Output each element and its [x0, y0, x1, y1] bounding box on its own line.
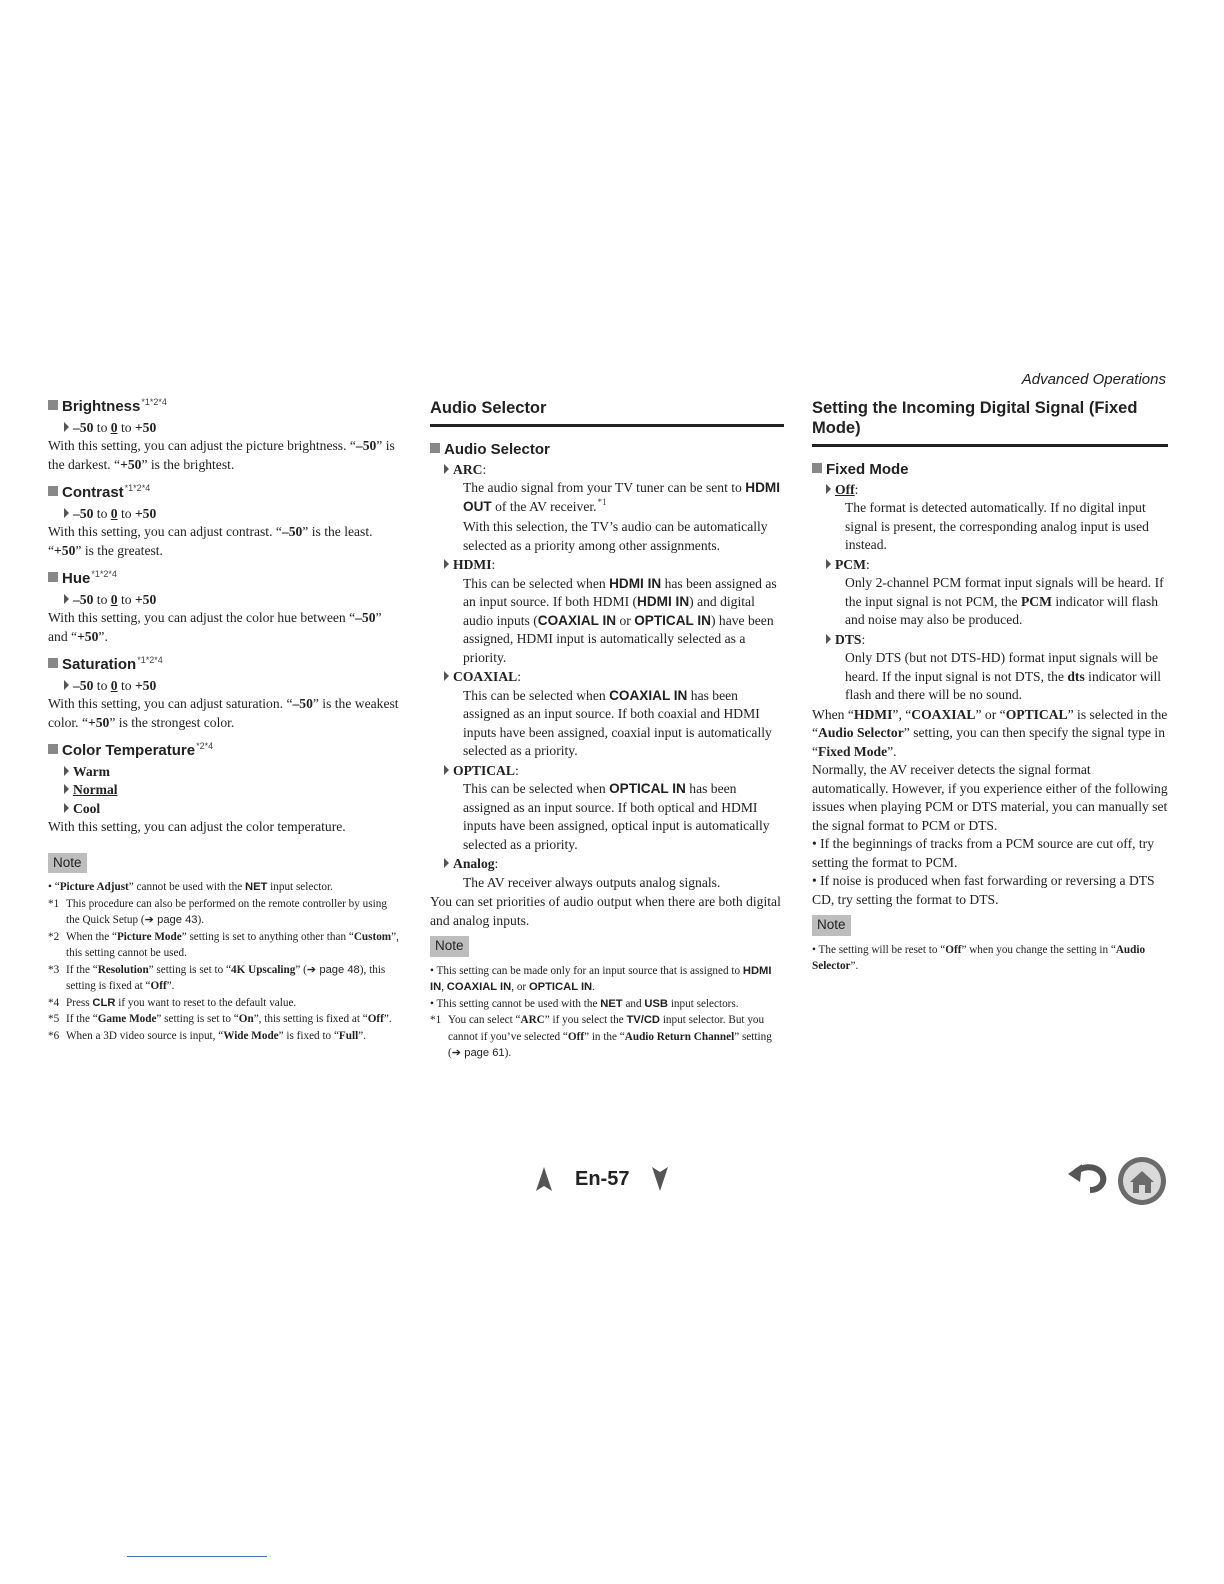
note-badge: Note — [430, 936, 469, 957]
footnote-item: *2 When the “Picture Mode” setting is set to anything other than “Custom”, this setting cannot be used. — [48, 930, 399, 959]
triangle-bullet-icon — [444, 765, 449, 775]
heading-contrast: Contrast *1*2*4 — [48, 484, 400, 504]
column-picture-adjust — [48, 398, 400, 1044]
next-page-icon[interactable] — [651, 1166, 669, 1192]
square-bullet-icon — [48, 486, 58, 496]
normally-text: Normally, the AV receiver detects the signal format automatically. However, if you experience either of the following issues when playing PCM or DTS material, you can manually set the signal format to PCM or DTS. — [812, 762, 1168, 833]
square-bullet-icon — [48, 658, 58, 668]
range-contrast: –50 to 0 to +50 — [64, 505, 400, 524]
bottom-divider — [127, 1556, 267, 1557]
subheading-fixed-mode: Fixed Mode — [812, 461, 1168, 480]
page-link[interactable]: ➔ page 48 — [306, 963, 360, 976]
square-bullet-icon — [812, 463, 822, 473]
desc-dts: Only DTS (but not DTS-HD) format input signals will be heard. If the input signal is not DTS, the dts indicator will flash and there will be no sound. — [845, 650, 1162, 702]
footnote-item: *1 You can select “ARC” if you select the TV/CD input selector. But you cannot if you’ve selected “Off” in the “Audio Return Channel” setting (➔ page 61). — [430, 1014, 772, 1059]
option-normal: Normal — [64, 781, 400, 800]
option-hdmi: HDMI: — [444, 556, 784, 575]
footnote-item: *6 When a 3D video source is input, “Wide Mode” is fixed to “Full”. — [48, 1029, 366, 1042]
page-link[interactable]: ➔ page 43 — [144, 914, 198, 926]
page-number: En-57 — [575, 1167, 630, 1190]
note-item: • This setting cannot be used with the NET and USB input selectors. — [430, 997, 739, 1010]
heading-saturation: Saturation *1*2*4 — [48, 656, 400, 676]
desc-color-temperature: With this setting, you can adjust the color temperature. — [48, 819, 346, 834]
note-badge: Note — [812, 915, 851, 936]
option-warm: Warm — [64, 763, 400, 782]
triangle-bullet-icon — [64, 680, 69, 690]
triangle-bullet-icon — [64, 422, 69, 432]
triangle-bullet-icon — [826, 559, 831, 569]
heading-color-temperature: Color Temperature *2*4 — [48, 742, 400, 762]
desc-contrast: With this setting, you can adjust contrast. “–50” is the least. “+50” is the greatest. — [48, 524, 373, 558]
footnote-item: *3 If the “Resolution” setting is set to “4K Upscaling” (➔ page 48), this setting is fixed at “Off”. — [48, 963, 386, 992]
footnote-item: *4 Press CLR if you want to reset to the default value. — [48, 996, 297, 1009]
range-hue: –50 to 0 to +50 — [64, 591, 400, 610]
range-saturation: –50 to 0 to +50 — [64, 677, 400, 696]
desc-brightness: With this setting, you can adjust the picture brightness. “–50” is the darkest. “+50” is the brightest. — [48, 438, 395, 472]
notes-list — [812, 942, 1168, 975]
home-icon[interactable] — [1116, 1155, 1168, 1207]
desc-pcm: Only 2-channel PCM format input signals will be heard. If the input signal is not PCM, the PCM indicator will flash and noise may also be produced. — [845, 575, 1164, 627]
option-dts: DTS: — [826, 631, 1168, 650]
option-cool: Cool — [64, 800, 400, 819]
desc-off: The format is detected automatically. If no digital input signal is present, the corresponding analog input is used instead. — [845, 500, 1149, 552]
triangle-bullet-icon — [64, 594, 69, 604]
prev-page-icon[interactable] — [535, 1166, 553, 1192]
option-analog: Analog: — [444, 855, 784, 874]
note-badge: Note — [48, 853, 87, 874]
section-title-fixed-mode: Setting the Incoming Digital Signal (Fixed Mode) — [812, 398, 1168, 447]
note-item: • This setting can be made only for an input source that is assigned to HDMI IN, COAXIAL IN, or OPTICAL IN. — [430, 964, 772, 993]
desc-analog: The AV receiver always outputs analog signals. — [463, 874, 721, 890]
priority-text: You can set priorities of audio output when there are both digital and analog inputs. — [430, 894, 781, 928]
triangle-bullet-icon — [444, 559, 449, 569]
when-text: When “HDMI”, “COAXIAL” or “OPTICAL” is selected in the “Audio Selector” setting, you can then specify the signal type in “Fixed Mode”. — [812, 706, 1168, 759]
desc-hue: With this setting, you can adjust the color hue between “–50” and “+50”. — [48, 610, 382, 644]
desc-saturation: With this setting, you can adjust saturation. “–50” is the weakest color. “+50” is the strongest color. — [48, 696, 399, 730]
triangle-bullet-icon — [444, 858, 449, 868]
bullet-item: • If the beginnings of tracks from a PCM source are cut off, try setting the format to PCM. — [812, 836, 1154, 870]
page-navigation — [535, 1166, 669, 1192]
notes-list — [48, 879, 400, 1044]
square-bullet-icon — [48, 744, 58, 754]
triangle-bullet-icon — [64, 784, 69, 794]
square-bullet-icon — [430, 443, 440, 453]
option-coaxial: COAXIAL: — [444, 668, 784, 687]
triangle-bullet-icon — [64, 766, 69, 776]
option-pcm: PCM: — [826, 556, 1168, 575]
section-label: Advanced Operations — [1021, 371, 1166, 388]
notes-list — [430, 963, 784, 1062]
option-optical: OPTICAL: — [444, 762, 784, 781]
back-icon[interactable] — [1066, 1160, 1110, 1196]
desc-arc-2: With this selection, the TV’s audio can be automatically selected as a priority among other assignments. — [463, 519, 768, 553]
triangle-bullet-icon — [826, 484, 831, 494]
triangle-bullet-icon — [826, 634, 831, 644]
heading-brightness: Brightness *1*2*4 — [48, 398, 400, 418]
desc-coaxial: This can be selected when COAXIAL IN has been assigned as an input source. If both coaxial and HDMI inputs have been assigned, coaxial input is automatically selected as a priority. — [463, 687, 772, 758]
square-bullet-icon — [48, 400, 58, 410]
desc-optical: This can be selected when OPTICAL IN has been assigned as an input source. If both optical and HDMI inputs have been assigned, optical input is automatically selected as a priority. — [463, 781, 770, 852]
section-title-audio-selector: Audio Selector — [430, 398, 784, 427]
bullet-item: • If noise is produced when fast forwarding or reversing a DTS CD, try setting the format to DTS. — [812, 873, 1155, 907]
desc-arc: The audio signal from your TV tuner can be sent to HDMI OUT of the AV receiver.$^{*1}$ — [463, 480, 781, 514]
square-bullet-icon — [48, 572, 58, 582]
note-item: • “Picture Adjust” cannot be used with the NET input selector. — [48, 881, 333, 893]
option-off: Off: — [826, 481, 1168, 500]
footnote-item: *5 If the “Game Mode” setting is set to “On”, this setting is fixed at “Off”. — [48, 1013, 392, 1025]
page-link[interactable]: ➔ page 61 — [451, 1047, 505, 1059]
footnote-item: *1 This procedure can also be performed on the remote controller by using the Quick Setup (➔ page 43). — [48, 897, 387, 926]
desc-hdmi: This can be selected when HDMI IN has been assigned as an input source. If both HDMI (HDMI IN) and digital audio inputs (COAXIAL IN or OPTICAL IN) have been assigned, HDMI input is automatically selected as a priority. — [463, 575, 777, 665]
triangle-bullet-icon — [64, 508, 69, 518]
triangle-bullet-icon — [444, 464, 449, 474]
triangle-bullet-icon — [444, 671, 449, 681]
option-arc: ARC: — [444, 461, 784, 480]
column-audio-selector — [430, 398, 784, 1062]
triangle-bullet-icon — [64, 803, 69, 813]
note-item: • The setting will be reset to “Off” when you change the setting in “Audio Selector”. — [812, 943, 1146, 972]
column-fixed-mode — [812, 398, 1168, 975]
range-brightness: –50 to 0 to +50 — [64, 419, 400, 438]
subheading-audio-selector: Audio Selector — [430, 441, 784, 460]
heading-hue: Hue *1*2*4 — [48, 570, 400, 590]
